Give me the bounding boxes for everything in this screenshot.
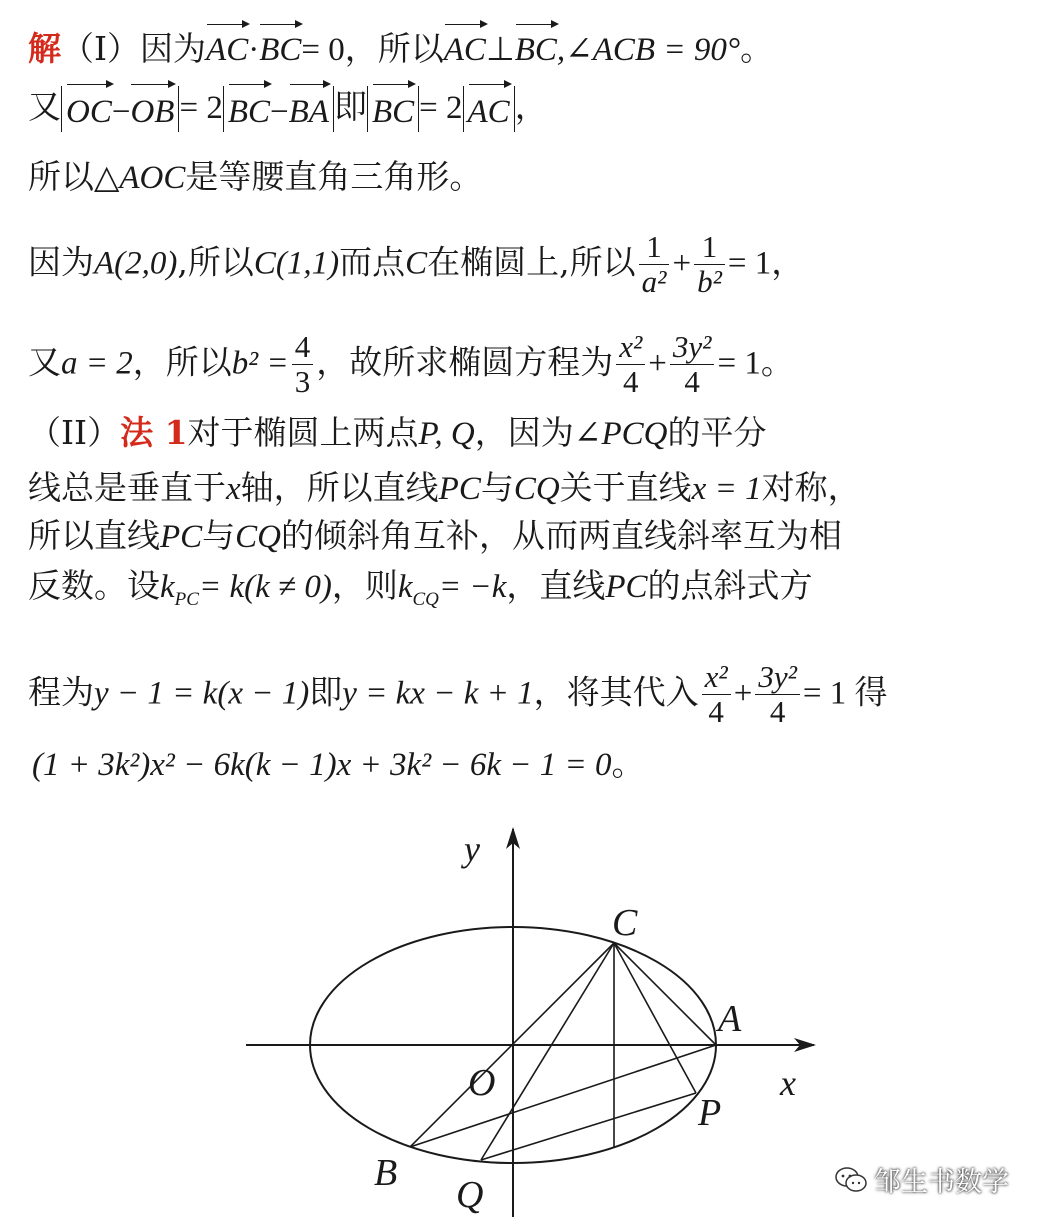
angle-acb: ,∠ACB = 90°: [556, 32, 741, 68]
text: 而点: [339, 242, 406, 282]
numerator: 3y²: [670, 330, 715, 365]
c-var: C: [405, 245, 428, 282]
line-cq: CQ: [235, 519, 282, 555]
label-o: O: [468, 1062, 496, 1104]
subscript-pc: PC: [174, 589, 199, 610]
k-var: k: [397, 569, 413, 605]
line-4: [28, 230, 804, 299]
line-2: [28, 86, 548, 132]
text: ，所以: [132, 342, 232, 382]
line-pc: PC: [605, 569, 648, 605]
eq-a-2: a = 2: [61, 345, 133, 382]
label-y: y: [464, 829, 480, 869]
k-var: k: [160, 569, 175, 605]
text: 对于椭圆上两点: [187, 413, 419, 452]
text: 又: [28, 87, 61, 126]
line-10: [28, 660, 888, 729]
text: ,所以: [177, 242, 254, 282]
text: 对称，: [761, 468, 861, 507]
text: 反数。设: [28, 566, 160, 605]
text: ，直线: [506, 566, 606, 605]
fraction-4-3: [292, 330, 314, 399]
watermark-text: 邹生书数学: [874, 1167, 1009, 1198]
line-x-1: x = 1: [691, 471, 762, 507]
vector-ba: BA: [289, 86, 329, 134]
text: ，所以: [344, 29, 444, 68]
k-def: = k(k ≠ 0): [198, 569, 332, 605]
abs-bc: [367, 86, 419, 132]
abs-oc-ob: [61, 86, 179, 132]
b-squared: b² =: [231, 345, 289, 382]
denominator: a²: [641, 264, 667, 299]
plus: +: [648, 345, 667, 382]
line-7: [28, 468, 861, 509]
vector-ob: OB: [130, 86, 174, 134]
eq-one: = 1，: [727, 245, 805, 282]
text: （II）: [28, 413, 121, 452]
text: 即: [309, 672, 343, 712]
eq-two: = 2: [179, 90, 223, 126]
text: 关于直线: [559, 468, 692, 507]
dot-operator: ·: [248, 32, 260, 68]
line-3: [28, 157, 482, 198]
text: 是等腰直角三角形。: [185, 157, 483, 196]
eq-zero: = 0: [301, 32, 345, 68]
text: ，将其代入: [533, 672, 699, 712]
fraction-1-b2: [694, 230, 725, 299]
text: ，因为∠: [474, 413, 602, 452]
text: 的点斜式方: [647, 566, 813, 605]
line-9: [28, 566, 813, 620]
abs-ac: [463, 86, 515, 132]
wechat-icon: [834, 1166, 868, 1194]
text: 在椭圆上,所以: [427, 242, 636, 282]
label-p: P: [698, 1092, 722, 1134]
text: 程为: [28, 672, 94, 712]
fraction-x2-4: [702, 660, 731, 729]
text: 的平分: [667, 413, 767, 452]
line-6: [28, 413, 766, 454]
text: ，故所求椭圆方程为: [316, 342, 614, 382]
vector-bc: BC: [372, 86, 414, 134]
vector-ac: AC: [468, 86, 510, 134]
segment-ca: [614, 943, 716, 1045]
label-a: A: [718, 998, 742, 1040]
perp-symbol: ⊥: [485, 32, 515, 68]
angle-pcq: PCQ: [601, 416, 668, 452]
watermark: [834, 1160, 1009, 1199]
segment-ba: [410, 1045, 716, 1147]
plus: +: [733, 675, 753, 712]
numerator: 1: [639, 230, 670, 265]
label-b: B: [374, 1152, 398, 1194]
solution-label: 解: [28, 29, 61, 68]
label-x: x: [780, 1063, 796, 1103]
ellipse-figure: [236, 815, 826, 1220]
numerator: 4: [292, 330, 314, 365]
k-cq: [397, 569, 439, 610]
denominator: 4: [708, 694, 724, 729]
line-11: [32, 744, 645, 785]
text: （I）因为: [61, 29, 207, 68]
label-c: C: [612, 902, 638, 944]
numerator: 3y²: [755, 660, 800, 695]
quadratic-equation: (1 + 3k²)x² − 6k(k − 1)x + 3k² − 6k − 1 = 0: [32, 747, 612, 783]
text: 与: [480, 468, 514, 507]
text: 线总是垂直于: [28, 468, 226, 507]
fraction-x2-4: [616, 330, 645, 399]
text: 所以△: [28, 157, 120, 196]
line-1: [28, 26, 773, 70]
denominator: 4: [769, 694, 786, 729]
line-pc: PC: [160, 519, 203, 555]
text: 的倾斜角互补，从而两直线斜率互为相: [281, 516, 843, 555]
eq-two: = 2: [419, 90, 463, 126]
text: 。: [740, 29, 774, 68]
numerator: x²: [702, 660, 731, 695]
points-pq: P, Q: [418, 416, 475, 452]
text: ，: [514, 87, 548, 126]
line-5: [28, 330, 794, 399]
denominator: 3: [294, 364, 311, 399]
vector-bc: BC: [515, 26, 557, 70]
abs-bc-ba: [223, 86, 334, 132]
point-c: C(1,1): [253, 245, 340, 282]
segment-cp: [614, 943, 696, 1093]
slope-intercept-eq: y = kx − k + 1: [342, 675, 534, 712]
text: 与: [202, 516, 236, 555]
text: 即: [333, 87, 367, 126]
text: ，则: [331, 566, 398, 605]
minus: −: [111, 94, 131, 130]
subscript-cq: CQ: [412, 589, 439, 610]
fraction-3y2-4: [670, 330, 715, 399]
vector-bc: BC: [228, 86, 270, 134]
vector-ac: AC: [444, 26, 486, 70]
line-cq: CQ: [513, 471, 560, 507]
numerator: x²: [616, 330, 645, 365]
fraction-1-a2: [639, 230, 670, 299]
denominator: 4: [622, 364, 639, 399]
segment-cq: [481, 943, 614, 1160]
label-q: Q: [456, 1174, 484, 1216]
x-var: x: [226, 471, 241, 507]
text: 轴，所以直线: [240, 468, 439, 507]
plus: +: [672, 245, 692, 282]
line-pc: PC: [438, 471, 481, 507]
vector-oc: OC: [66, 86, 112, 134]
point-a: A(2,0): [94, 245, 178, 282]
eq-one-de: = 1 得: [802, 675, 888, 712]
text: 所以直线: [28, 516, 160, 555]
eq-one: = 1。: [717, 345, 794, 382]
numerator: 1: [694, 230, 725, 265]
method-label: 法 1: [120, 413, 188, 452]
vector-ac: AC: [206, 26, 248, 70]
text: 因为: [28, 242, 94, 282]
minus: −: [270, 94, 289, 130]
denominator: 4: [684, 364, 700, 399]
fraction-3y2-4: [755, 660, 800, 729]
text: 。: [611, 744, 645, 783]
triangle-aoc: AOC: [119, 160, 186, 196]
line-8: [28, 516, 842, 557]
vector-bc: BC: [259, 26, 301, 70]
k-pc: [160, 569, 199, 610]
text: 又: [28, 342, 61, 382]
neg-k: = −k: [438, 569, 507, 605]
point-slope-eq: y − 1 = k(x − 1): [94, 675, 310, 712]
denominator: b²: [697, 264, 722, 299]
